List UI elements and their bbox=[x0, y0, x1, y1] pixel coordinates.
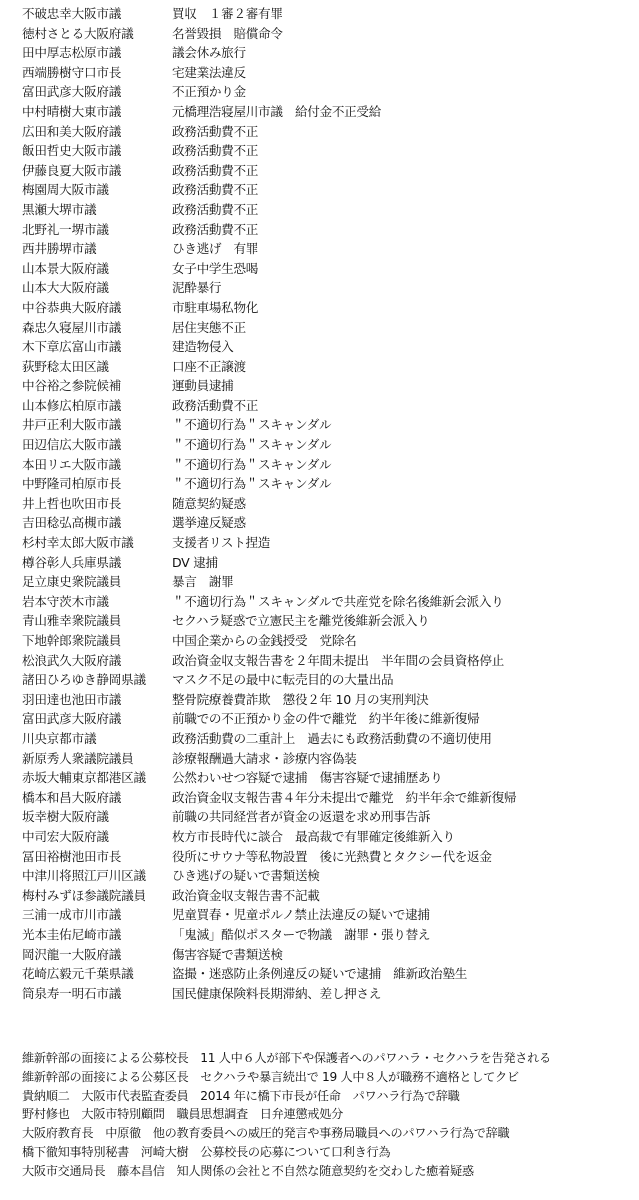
politician-name: 本田リエ大阪市議 bbox=[22, 456, 121, 472]
politician-name: 冨田裕樹池田市長 bbox=[22, 848, 122, 864]
scandal-description: 暴言 謝罪 bbox=[172, 574, 234, 590]
politician-name: 花崎広毅元千葉県議 bbox=[22, 966, 134, 982]
scandal-description: 「鬼滅」酷似ポスターで物議 謝罪・張り替え bbox=[172, 926, 431, 942]
table-row bbox=[0, 905, 639, 925]
scandal-description: 不正預かり金 bbox=[172, 84, 246, 100]
scandal-description: 市駐車場私物化 bbox=[172, 299, 259, 315]
table-row bbox=[0, 220, 639, 240]
table-row bbox=[0, 278, 639, 298]
politician-name: 中津川将照江戸川区議 bbox=[22, 868, 146, 884]
politician-name: 黒瀬大堺市議 bbox=[22, 201, 97, 217]
note-line: 大阪市交通局長 藤本昌信 知人関係の会社と不自然な随意契約を交わした癒着疑惑 bbox=[22, 1163, 474, 1178]
scandal-description: 政務活動費不正 bbox=[172, 123, 259, 139]
politician-name: 坂幸樹大阪府議 bbox=[22, 809, 109, 825]
table-row bbox=[0, 690, 639, 710]
scandal-description: 整骨院療養費詐欺 懲役２年 10 月の実刑判決 bbox=[172, 691, 429, 707]
politician-name: 不破忠幸大阪市議 bbox=[22, 6, 122, 21]
politician-name: 赤坂大輔東京都港区議 bbox=[22, 770, 146, 786]
politician-name: 木下章広富山市議 bbox=[22, 339, 122, 355]
scandal-description: 泥酔暴行 bbox=[172, 280, 222, 296]
table-row bbox=[0, 788, 639, 808]
scandal-description: 盗撮・迷惑防止条例違反の疑いで逮捕 維新政治塾生 bbox=[172, 966, 468, 982]
politician-name: 岩本守茨木市議 bbox=[22, 593, 109, 609]
politician-name: 富田武彦大阪府議 bbox=[22, 711, 122, 727]
scandal-description: ひき逃げの疑いで書類送検 bbox=[172, 868, 320, 884]
table-row bbox=[0, 396, 639, 416]
scandal-description: 中国企業からの金銭授受 党除名 bbox=[172, 633, 357, 648]
scandal-description: 随意契約疑惑 bbox=[172, 495, 246, 511]
scandal-description: 政治資金収支報告書を２年間未提出 半年間の会員資格停止 bbox=[172, 652, 504, 668]
politician-name: 田中厚志松原市議 bbox=[22, 45, 122, 61]
scandal-description: 枚方市長時代に談合 最高裁で有罪確定後維新入り bbox=[172, 828, 455, 844]
table-row bbox=[0, 337, 639, 357]
table-row bbox=[0, 729, 639, 749]
politician-name: 羽田達也池田市議 bbox=[22, 691, 122, 707]
politician-name: 樽谷彰人兵庫県議 bbox=[22, 554, 122, 570]
politician-name: 伊藤良夏大阪市議 bbox=[22, 162, 122, 178]
scandal-description: ＂不適切行為＂スキャンダル bbox=[172, 437, 332, 453]
scandal-description: 傷害容疑で書類送検 bbox=[172, 946, 283, 962]
politician-name: 富田武彦大阪府議 bbox=[22, 84, 122, 100]
scandal-description: 国民健康保険料長期滞納、差し押さえ bbox=[172, 985, 381, 1001]
table-row bbox=[0, 964, 639, 984]
politician-name: 中司宏大阪府議 bbox=[22, 828, 109, 844]
politician-name: 筒泉寿一明石市議 bbox=[22, 985, 122, 1001]
scandal-description: 口座不正譲渡 bbox=[172, 358, 246, 374]
scandal-description: 政治資金収支報告書不記載 bbox=[172, 887, 320, 903]
table-row bbox=[0, 553, 639, 573]
table-row bbox=[0, 259, 639, 279]
scandal-description: 政務活動費不正 bbox=[172, 201, 259, 217]
scandal-description: 名誉毀損 賠償命令 bbox=[172, 25, 283, 41]
table-row bbox=[0, 768, 639, 788]
table-row bbox=[0, 357, 639, 377]
table-row bbox=[0, 945, 639, 965]
table-row bbox=[0, 376, 639, 396]
politician-name: 諸田ひろゆき静岡県議 bbox=[22, 672, 146, 688]
table-row bbox=[0, 513, 639, 533]
politician-name: 中野隆司柏原市長 bbox=[22, 476, 122, 492]
politician-name: 荻野稔太田区議 bbox=[22, 358, 109, 374]
table-row bbox=[0, 63, 639, 83]
politician-name: 中村晴樹大東市議 bbox=[22, 103, 122, 119]
politician-name: 新原秀人衆議院議員 bbox=[22, 750, 134, 766]
scandal-description: 政治資金収支報告書４年分未提出で離党 約半年余で維新復帰 bbox=[172, 789, 517, 805]
scandal-description: ＂不適切行為＂スキャンダルで共産党を除名後維新会派入り bbox=[172, 593, 504, 609]
table-row bbox=[0, 298, 639, 318]
scandal-description: DV 逮捕 bbox=[172, 554, 218, 570]
scandal-description: 運動員逮捕 bbox=[172, 378, 234, 394]
table-row bbox=[0, 572, 639, 592]
scandal-description: 建造物侵入 bbox=[172, 339, 234, 355]
table-row bbox=[0, 161, 639, 181]
table-row bbox=[0, 886, 639, 906]
table-row bbox=[0, 24, 639, 44]
scandal-description: 買収 １審２審有罪 bbox=[172, 6, 283, 21]
scandal-description: ＂不適切行為＂スキャンダル bbox=[172, 456, 332, 472]
table-row bbox=[0, 474, 639, 494]
politician-name: 吉田稔弘高槻市議 bbox=[22, 515, 122, 531]
scandal-description: 政務活動費不正 bbox=[172, 182, 259, 198]
scandal-table bbox=[0, 4, 639, 1003]
table-row bbox=[0, 611, 639, 631]
scandal-description: 居住実態不正 bbox=[172, 319, 246, 335]
politician-name: 井戸正利大阪市議 bbox=[22, 417, 122, 433]
politician-name: 西井勝堺市議 bbox=[22, 241, 97, 257]
politician-name: 飯田哲史大阪市議 bbox=[22, 143, 122, 159]
politician-name: 山本大大阪府議 bbox=[22, 280, 109, 296]
scandal-description: 前職の共同経営者が資金の返還を求め刑事告訴 bbox=[172, 809, 431, 825]
scandal-description: 元橋理浩寝屋川市議 給付金不正受給 bbox=[172, 103, 381, 119]
politician-name: 中谷恭典大阪府議 bbox=[22, 299, 122, 315]
table-row bbox=[0, 533, 639, 553]
politician-name: 山本修広柏原市議 bbox=[22, 397, 122, 413]
table-row bbox=[0, 749, 639, 769]
scandal-description: 政務活動費不正 bbox=[172, 397, 259, 413]
scandal-description: 議会休み旅行 bbox=[172, 45, 246, 61]
scandal-description: ＂不適切行為＂スキャンダル bbox=[172, 417, 332, 433]
table-row bbox=[0, 455, 639, 475]
scandal-description: 児童買春・児童ポルノ禁止法違反の疑いで逮捕 bbox=[172, 907, 430, 923]
table-row bbox=[0, 82, 639, 102]
table-row bbox=[0, 102, 639, 122]
table-row bbox=[0, 827, 639, 847]
scandal-description: ＂不適切行為＂スキャンダル bbox=[172, 476, 332, 492]
table-row bbox=[0, 180, 639, 200]
table-row bbox=[0, 807, 639, 827]
scandal-description: 役所にサウナ等私物設置 後に光熱費とタクシー代を返金 bbox=[172, 848, 492, 864]
politician-name: 山本景大阪府議 bbox=[22, 260, 109, 276]
politician-name: 三浦一成市川市議 bbox=[22, 907, 122, 923]
note-line: 貴納順二 大阪市代表監査委員 2014 年に橋下市長が任命 パワハラ行為で辞職 bbox=[22, 1088, 460, 1103]
table-row bbox=[0, 984, 639, 1004]
scandal-description: 政務活動費不正 bbox=[172, 162, 259, 178]
scandal-description: 公然わいせつ容疑で逮捕 傷害容疑で逮捕歴あり bbox=[172, 770, 443, 786]
table-row bbox=[0, 651, 639, 671]
politician-name: 杉村幸太郎大阪市議 bbox=[22, 535, 134, 551]
scandal-description: 診療報酬過大請求・診療内容偽装 bbox=[172, 750, 357, 766]
scandal-description: ひき逃げ 有罪 bbox=[172, 241, 259, 257]
table-row bbox=[0, 670, 639, 690]
note-line: 維新幹部の面接による公募区長 セクハラや暴言続出で 19 人中８人が職務不適格としてクビ bbox=[22, 1069, 519, 1084]
politician-name: 松浪武久大阪府議 bbox=[22, 652, 122, 668]
scandal-description: 宅建業法違反 bbox=[172, 64, 246, 80]
politician-name: 足立康史衆院議員 bbox=[22, 574, 122, 590]
table-row bbox=[0, 435, 639, 455]
table-row bbox=[0, 141, 639, 161]
table-row bbox=[0, 43, 639, 63]
table-row bbox=[0, 318, 639, 338]
politician-name: 北野礼一堺市議 bbox=[22, 221, 109, 237]
table-row bbox=[0, 415, 639, 435]
note-line: 維新幹部の面接による公募校長 11 人中６人が部下や保護者へのパワハラ・セクハラを告発される bbox=[22, 1051, 551, 1065]
table-row bbox=[0, 709, 639, 729]
politician-name: 川央京都市議 bbox=[22, 730, 97, 746]
politician-name: 光本圭佑尼崎市議 bbox=[22, 926, 122, 942]
politician-name: 田辺信広大阪市議 bbox=[22, 437, 122, 453]
politician-name: 中谷裕之参院候補 bbox=[22, 378, 122, 394]
note-line: 野村修也 大阪市特別顧問 職員思想調査 日弁連懲戒処分 bbox=[22, 1107, 343, 1122]
table-row bbox=[0, 847, 639, 867]
note-line: 大阪府教育長 中原徹 他の教育委員への威圧的発言や事務局職員へのパワハラ行為で辞職 bbox=[22, 1126, 510, 1140]
appointee-notes bbox=[22, 1049, 634, 1180]
politician-name: 広田和美大阪府議 bbox=[22, 123, 122, 139]
politician-name: 梅村みずほ参議院議員 bbox=[22, 887, 146, 903]
table-row bbox=[0, 239, 639, 259]
table-row bbox=[0, 200, 639, 220]
scandal-description: マスク不足の最中に転売目的の大量出品 bbox=[172, 672, 394, 688]
note-line: 橋下徹知事特別秘書 河崎大樹 公募校長の応募について口利き行為 bbox=[22, 1144, 391, 1159]
table-row bbox=[0, 4, 639, 24]
politician-name: 森忠久寝屋川市議 bbox=[22, 319, 122, 335]
politician-name: 岡沢龍一大阪府議 bbox=[22, 946, 122, 962]
scandal-description: 女子中学生恐喝 bbox=[172, 260, 259, 276]
table-row bbox=[0, 631, 639, 651]
table-row bbox=[0, 925, 639, 945]
politician-name: 西端勝樹守口市長 bbox=[22, 64, 122, 80]
politician-name: 徳村さとる大阪府議 bbox=[22, 25, 134, 41]
table-row bbox=[0, 122, 639, 142]
table-row bbox=[0, 866, 639, 886]
politician-name: 井上哲也吹田市長 bbox=[22, 495, 122, 511]
scandal-description: 選挙違反疑惑 bbox=[172, 515, 246, 531]
table-row bbox=[0, 494, 639, 514]
scandal-description: 政務活動費不正 bbox=[172, 221, 259, 237]
scandal-description: 政務活動費の二重計上 過去にも政務活動費の不適切使用 bbox=[172, 730, 492, 746]
scandal-description: 支援者リスト捏造 bbox=[172, 535, 271, 551]
politician-name: 橋本和昌大阪府議 bbox=[22, 789, 122, 805]
politician-name: 梅園周大阪市議 bbox=[22, 182, 109, 198]
scandal-description: 政務活動費不正 bbox=[172, 143, 259, 159]
scandal-description: 前職での不正預かり金の件で離党 約半年後に維新復帰 bbox=[172, 711, 480, 727]
politician-name: 下地幹郎衆院議員 bbox=[22, 633, 122, 648]
politician-name: 青山雅幸衆院議員 bbox=[22, 613, 122, 629]
table-row bbox=[0, 592, 639, 612]
scandal-description: セクハラ疑惑で立憲民主を離党後維新会派入り bbox=[172, 613, 430, 629]
